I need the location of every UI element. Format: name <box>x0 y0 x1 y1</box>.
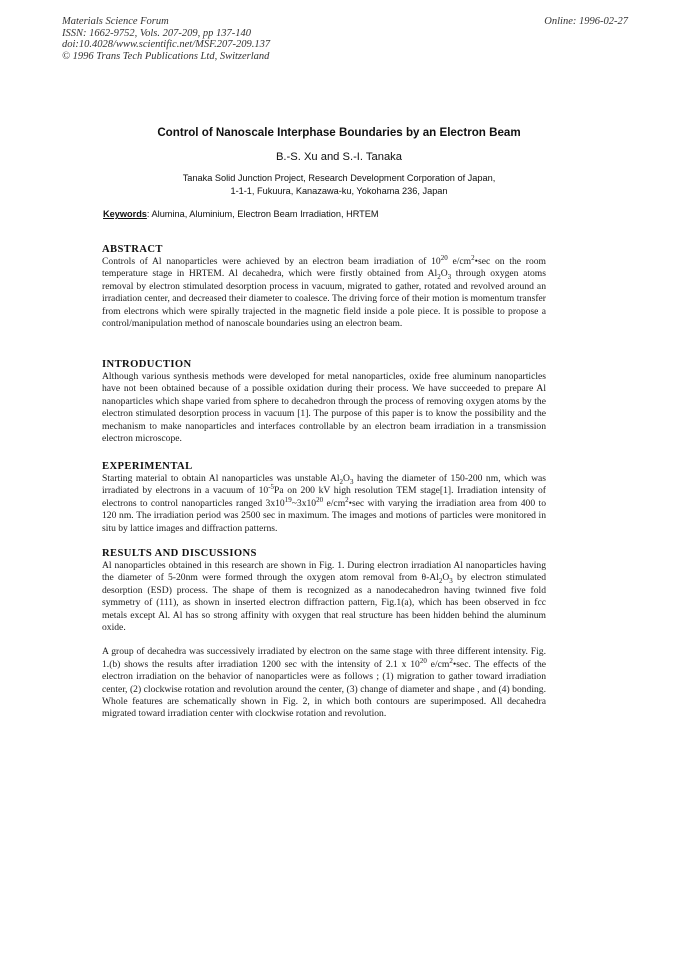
issn-line: ISSN: 1662-9752, Vols. 207-209, pp 137-140 <box>62 27 251 39</box>
keywords-text: : Alumina, Aluminium, Electron Beam Irradiation, HRTEM <box>146 209 379 219</box>
journal-name: Materials Science Forum <box>62 16 169 27</box>
abstract-heading: ABSTRACT <box>102 244 163 255</box>
results-paragraph-1: Al nanoparticles obtained in this research are shown in Fig. 1. During electron irradiation Al nanoparticles having the diameter of 5-20nm were formed through the oxygen atom removal from $\theta-Al_2O_3$ by electron stimulated desorption (ESD) process. The shape of them is recognized as a nanodecahedron having twinned five fold symmetry of (111), as shown in inserted electron diffraction pattern, Fig.1(a), which has been observed in fcc metals except Al. Al has so strong affinity with oxygen that real structure has been hidden behind the aluminum oxide. <box>102 560 546 634</box>
results-section <box>102 547 546 721</box>
abstract-section <box>102 243 546 330</box>
copyright-line: © 1996 Trans Tech Publications Ltd, Switzerland <box>62 50 270 62</box>
introduction-body <box>102 371 546 445</box>
keywords <box>103 209 379 219</box>
results-body <box>102 560 546 721</box>
affiliation-line-1: Tanaka Solid Junction Project, Research Development Corporation of Japan, <box>182 173 496 183</box>
affiliation-line-2: 1-1-1, Fukuura, Kanazawa-ku, Yokohama 236, Japan <box>230 186 448 196</box>
online-date: Online: 1996-02-27 <box>544 16 628 27</box>
doi-line: doi:10.4028/www.scientific.net/MSF.207-209.137 <box>62 39 271 50</box>
experimental-heading: EXPERIMENTAL <box>102 461 193 472</box>
abstract-paragraph: Controls of Al nanoparticles were achieved by an electron beam irradiation of $10^{20}$ $e/cm^2•\sec$ on the room temperature stage in HRTEM. Al decahedra, which were firstly obtained from $Al_2O_3$ through oxygen atoms removal by electron stimulated desorption process in vacuum, migrated to gather, rotated and revolved around an irradiation center, and decreased their diameter to coalesce. The driving force of their motion is momentum transfer from electrons which were spirally trajected in the magnetic field inside a pole piece. It is possible to propose a control/manipulation method of nanoscale boundaries using an electron beam. <box>102 253 547 330</box>
paper-authors: B.-S. Xu and S.-I. Tanaka <box>275 151 403 163</box>
keywords-label: Keywords <box>103 209 147 219</box>
citation-header <box>62 16 270 62</box>
results-paragraph-2: A group of decahedra was successively irradiated by electron on the same stage with three different intensity. Fig. 1.(b) shows the results after irradiation 1200 sec with the intensity of 2.1 x $10^{20}$ $e/cm^2•\sec$. The effects of the electron irradiation on the behavior of nanoparticles were as follows ; (1) migration to gather toward irradiation center, (2) clockwise rotation and revolution around the center, (3) change of diameter and shape , and (4) bonding. Whole features are schematically shown in Fig. 2, in which both contours are superimposed. All decahedra migrated toward irradiation center with clockwise rotation and revolution. <box>102 646 546 720</box>
introduction-section <box>102 358 546 445</box>
results-heading: RESULTS AND DISCUSSIONS <box>102 548 257 559</box>
introduction-paragraph: Although various synthesis methods were developed for metal nanoparticles, oxide free aluminum nanoparticles have not been obtained because of a possible oxidation during their process. We have succeeded to prepare Al nanoparticles which shape varied from sphere to decahedron through the process of removing oxygen atoms by the electron stimulated desorption process in vacuum [1]. The purpose of this paper is to know the possibility and the mechanism to make nanoparticles and interfaces controllable by an electron beam irradiation in a transmission electron microscope. <box>102 371 546 445</box>
experimental-body <box>102 473 546 535</box>
abstract-body <box>102 253 547 330</box>
paper-title: Control of Nanoscale Interphase Boundaries by an Electron Beam <box>157 126 521 139</box>
experimental-paragraph: Starting material to obtain Al nanoparticles was unstable $Al_2O_3$ having the diameter of 150-200 nm, which was irradiated by electrons in a vacuum of $10^{-5}Pa$ on 200 kV high resolution TEM stage[1]. Irradiation intensity of electrons to control nanoparticles ranged $3x10^{19}\sim 3x10^{20}$ $e/cm^2•\sec$ with varying the irradiation area from 400 to 120 nm. The irradiation period was 2500 sec in maximum. The images and motions of particles were monitored in situ by lattice images and diffraction patterns. <box>102 473 546 534</box>
experimental-section <box>102 460 546 535</box>
affiliation <box>0 172 678 198</box>
introduction-heading: INTRODUCTION <box>102 359 192 370</box>
